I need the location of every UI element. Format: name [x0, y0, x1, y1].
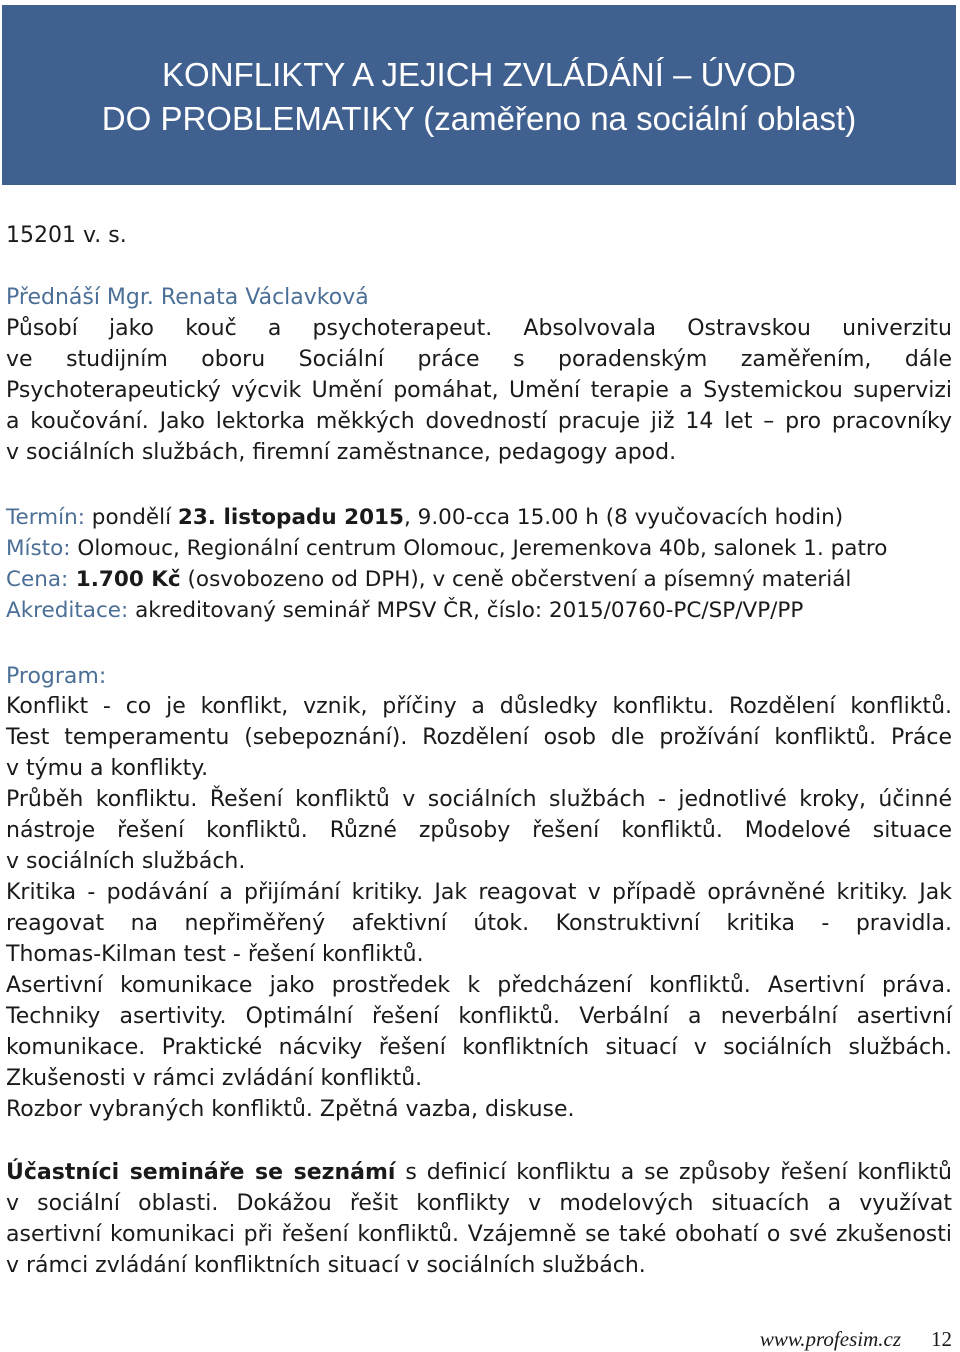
accreditation-value: akreditovaný seminář MPSV ČR, číslo: 2015/0760-PC/SP/VP/PP	[128, 598, 804, 623]
bio-line: Působí jako kouč a psychoterapeut. Absolvovala Ostravskou univerzitu	[6, 316, 952, 341]
program-line: Test temperamentu (sebepoznání). Rozdělení osob dle prožívání konfliktů. Práce	[6, 725, 952, 750]
program-line: Průběh konfliktu. Řešení konfliktů v sociálních službách - jednotlivé kroky, účinné	[6, 787, 952, 812]
term-time: , 9.00-cca 15.00 h (8 vyučovacích hodin)	[403, 505, 844, 530]
outcome-line	[6, 1157, 952, 1188]
lecturer-label: Přednáší Mgr. Renata Václavková	[6, 285, 369, 310]
outcome-line: asertivní komunikaci při řešení konfliktů. Vzájemně se také obohatí o své zkušenosti	[6, 1222, 952, 1247]
program-heading: Program:	[6, 664, 107, 689]
program-line: v týmu a konflikty.	[6, 756, 209, 781]
outcome-paragraph	[6, 1157, 952, 1281]
place-label: Místo:	[6, 536, 71, 561]
page-footer	[760, 1326, 952, 1352]
lecturer-section	[6, 282, 952, 468]
program-line: Kritika - podávání a přijímání kritiky. Jak reagovat v případě oprávněné kritiky. Jak	[6, 880, 952, 905]
program-line: nástroje řešení konfliktů. Různé způsoby řešení konfliktů. Modelové situace	[6, 818, 952, 843]
accreditation-row	[6, 595, 952, 626]
title-line-1: KONFLIKTY A JEJICH ZVLÁDÁNÍ – ÚVOD	[162, 56, 796, 93]
program-line: Rozbor vybraných konfliktů. Zpětná vazba, diskuse.	[6, 1097, 575, 1122]
page-number: 12	[931, 1327, 952, 1351]
program-line: reagovat na nepřiměřený afektivní útok. Konstruktivní kritika - pravidla.	[6, 911, 952, 936]
outcome-rest: s definicí konfliktu a se způsoby řešení konfliktů	[395, 1160, 952, 1185]
outcome-line: v sociální oblasti. Dokážou řešit konflikty v modelových situacích a využívat	[6, 1191, 952, 1216]
term-label: Termín:	[6, 505, 85, 530]
bio-line: ve studijním oboru Sociální práce s poradenským zaměřením, dále	[6, 347, 952, 372]
term-row	[6, 502, 952, 533]
program-line: Asertivní komunikace jako prostředek k předcházení konfliktů. Asertivní práva.	[6, 973, 952, 998]
program-body	[6, 691, 952, 1125]
title-line-2: DO PROBLEMATIKY (zaměřeno na sociální oblast)	[101, 100, 857, 137]
term-pre: pondělí	[84, 505, 178, 530]
program-line: komunikace. Praktické nácviky řešení konfliktních situací v sociálních službách.	[6, 1035, 952, 1060]
bio-line: Psychoterapeutický výcvik Umění pomáhat, Umění terapie a Systemickou supervizi	[6, 378, 952, 403]
bio-line: v sociálních službách, firemní zaměstnance, pedagogy apod.	[6, 440, 677, 465]
place-value: Olomouc, Regionální centrum Olomouc, Jeremenkova 40b, salonek 1. patro	[70, 536, 888, 561]
footer-url[interactable]: www.profesim.cz	[759, 1327, 901, 1351]
program-line: Zkušenosti v rámci zvládání konfliktů.	[6, 1066, 423, 1091]
course-code: 15201 v. s.	[6, 223, 127, 248]
program-line: v sociálních službách.	[6, 849, 246, 874]
accreditation-label: Akreditace:	[6, 598, 129, 623]
price-row	[6, 564, 952, 595]
page-title	[2, 53, 956, 141]
program-line: Konflikt - co je konflikt, vznik, příčiny a důsledky konfliktu. Rozdělení konfliktů.	[6, 694, 952, 719]
price-value: 1.700 Kč	[68, 567, 181, 592]
place-row	[6, 533, 952, 564]
outcome-line: v rámci zvládání konfliktních situací v sociálních službách.	[6, 1253, 646, 1278]
program-line: Techniky asertivity. Optimální řešení konfliktů. Verbální a neverbální asertivní	[6, 1004, 952, 1029]
price-note: (osvobozeno od DPH), v ceně občerstvení a písemný materiál	[180, 567, 852, 592]
program-line: Thomas-Kilman test - řešení konfliktů.	[6, 942, 424, 967]
price-label: Cena:	[6, 567, 69, 592]
bio-line: a koučování. Jako lektorka měkkých dovedností pracuje již 14 let – pro pracovníky	[6, 409, 952, 434]
course-info	[6, 502, 952, 626]
outcome-lead: Účastníci semináře se seznámí	[6, 1160, 396, 1185]
term-date: 23. listopadu 2015	[177, 505, 404, 530]
title-banner	[2, 5, 956, 185]
